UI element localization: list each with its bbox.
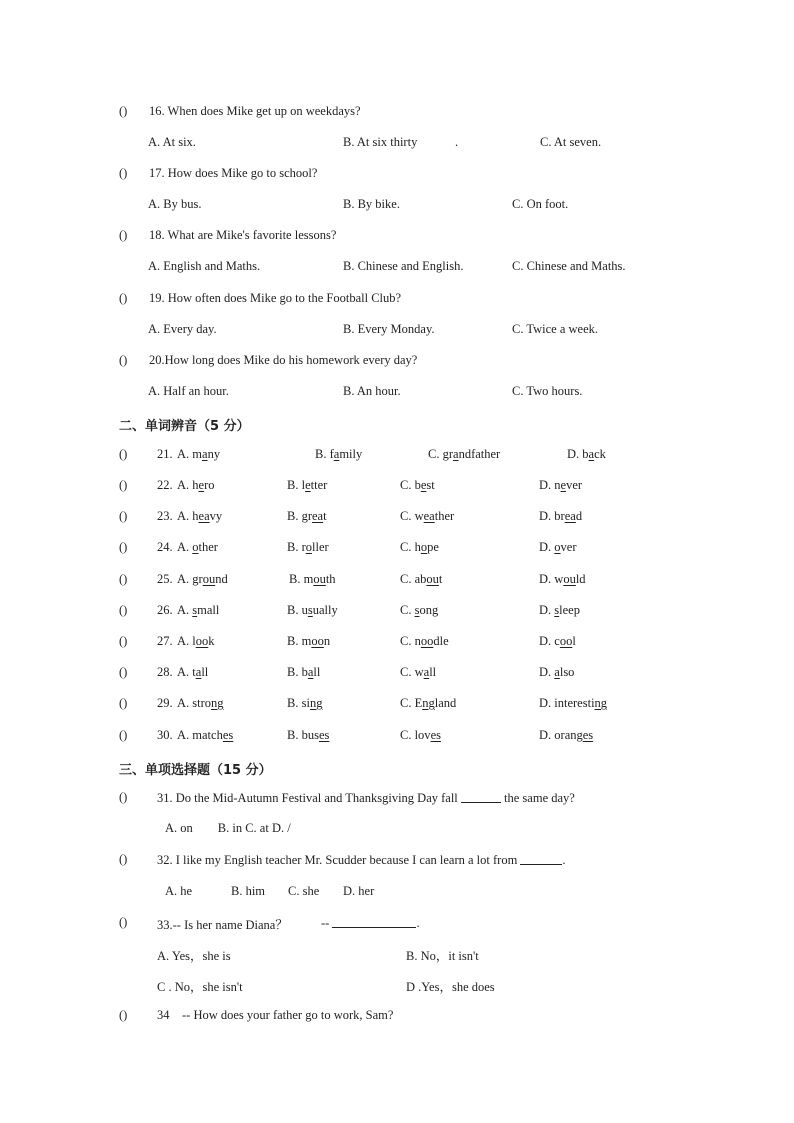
question-stem-31 <box>157 790 575 806</box>
word-prefix: D. br <box>539 509 565 523</box>
underlined-letters: ea <box>423 509 435 523</box>
underlined-letters: a <box>588 447 595 461</box>
word-prefix: B. bus <box>287 728 319 742</box>
word-option-d <box>539 603 580 618</box>
paren-right: ) <box>123 790 128 804</box>
options-31: A. on B. in C. at D. / <box>165 821 291 835</box>
word-suffix: ld <box>575 572 586 586</box>
underlined-letters: ea <box>564 509 576 523</box>
option-a: A. By bus. <box>148 197 202 211</box>
word-option-d <box>539 665 574 680</box>
word-prefix: A. l <box>177 634 196 648</box>
stray-period: . <box>455 135 459 149</box>
option-b: B. An hour. <box>343 384 401 398</box>
answer-blank <box>520 852 562 865</box>
word-option-a <box>177 509 222 524</box>
word-suffix: nd <box>215 572 228 586</box>
word-option-d <box>539 509 582 524</box>
underlined-letters: ea <box>312 509 324 523</box>
option-b: B. Chinese and English. <box>343 259 464 273</box>
paren-right: ) <box>123 634 128 648</box>
word-prefix: B. si <box>287 696 310 710</box>
word-suffix: t <box>323 509 327 523</box>
word-prefix: B. f <box>315 447 334 461</box>
question-stem: 20.How long does Mike do his homework every day? <box>149 353 418 367</box>
underlined-letters: s <box>192 603 198 617</box>
word-suffix: ller <box>312 540 329 554</box>
word-suffix: ong <box>419 603 439 617</box>
word-option-d <box>539 634 576 649</box>
underlined-letters: a <box>453 447 459 461</box>
word-suffix: d <box>575 509 583 523</box>
paren-left: ( <box>119 447 124 461</box>
option-c: C. Two hours. <box>512 384 583 398</box>
word-prefix: A. m <box>177 447 202 461</box>
underlined-letters: e <box>420 478 427 492</box>
paren-left: ( <box>119 852 124 866</box>
word-option-b <box>287 634 330 649</box>
word-option-d <box>539 696 607 711</box>
question-stem: 17. How does Mike go to school? <box>149 166 318 180</box>
answer-parens-q16[interactable] <box>119 104 127 119</box>
question-number: 30. <box>157 728 173 742</box>
paren-left: ( <box>119 104 124 118</box>
underlined-letters: a <box>333 447 340 461</box>
word-prefix: B. l <box>287 478 306 492</box>
underlined-letters: ng <box>594 696 608 710</box>
word-prefix: C. E <box>400 696 423 710</box>
question-number: 22. <box>157 478 173 492</box>
paren-left: ( <box>119 228 124 242</box>
word-prefix: B. gr <box>287 509 312 523</box>
word-prefix: D. n <box>539 478 561 492</box>
underlined-letters: o <box>192 540 199 554</box>
word-option-a <box>177 603 219 618</box>
word-option-c <box>400 478 435 493</box>
paren-left: ( <box>119 915 124 929</box>
stem-part-a: 31. Do the Mid-Autumn Festival and Thanksgiving Day fall <box>157 791 461 805</box>
answer-parens-q33[interactable] <box>119 915 127 930</box>
word-option-d <box>539 572 586 587</box>
underlined-letters: ng <box>211 696 224 710</box>
question-number: 25. <box>157 572 173 586</box>
word-prefix: B. m <box>289 572 314 586</box>
question-number: 28. <box>157 665 173 679</box>
paren-left: ( <box>119 603 124 617</box>
word-suffix: mily <box>339 447 363 461</box>
word-prefix: A. gr <box>177 572 203 586</box>
word-suffix: land <box>434 696 457 710</box>
word-prefix: A. h <box>177 509 199 523</box>
word-prefix: B. r <box>287 540 306 554</box>
underlined-letters: a <box>423 665 430 679</box>
answer-parens-q32[interactable] <box>119 852 127 867</box>
answer-parens-q28[interactable] <box>119 665 127 680</box>
word-option-c <box>400 509 454 524</box>
option-b: B. Every Monday. <box>343 322 435 336</box>
word-suffix: leep <box>559 603 580 617</box>
underlined-letters: e <box>305 478 311 492</box>
answer-parens-q29[interactable] <box>119 696 127 711</box>
paren-left: ( <box>119 509 124 523</box>
answer-parens-q22[interactable] <box>119 478 127 493</box>
underlined-letters: oo <box>559 634 573 648</box>
question-number: 24. <box>157 540 173 554</box>
paren-right: ) <box>123 166 128 180</box>
option-a: A. English and Maths. <box>148 259 261 273</box>
reply-dash: -- <box>321 916 333 930</box>
paren-right: ) <box>123 104 128 118</box>
underlined-letters: oo <box>311 634 324 648</box>
paren-right: ) <box>123 603 128 617</box>
option-c: C . No，she isn't <box>157 980 243 994</box>
option-c: C. Chinese and Maths. <box>512 259 626 273</box>
question-stem: 18. What are Mike's favorite lessons? <box>149 228 337 242</box>
word-option-b <box>287 696 322 711</box>
word-suffix: ro <box>204 478 215 492</box>
option-a: A. At six. <box>148 135 196 149</box>
word-option-d <box>539 540 577 555</box>
paren-right: ) <box>123 228 128 242</box>
paren-right: ) <box>123 509 128 523</box>
option-a: A. Yes，she is <box>157 949 231 963</box>
underlined-letters: es <box>582 728 594 742</box>
option-c: C. she <box>288 884 320 898</box>
paren-right: ) <box>123 696 128 710</box>
paren-left: ( <box>119 728 124 742</box>
word-option-a <box>177 696 224 711</box>
paren-right: ) <box>123 852 128 866</box>
answer-parens-q31[interactable] <box>119 790 127 805</box>
word-prefix: C. w <box>400 665 424 679</box>
word-prefix: B. b <box>287 665 308 679</box>
word-suffix: st <box>426 478 435 492</box>
answer-parens-q25[interactable] <box>119 572 127 587</box>
answer-blank <box>461 790 501 803</box>
word-option-c <box>400 572 442 587</box>
paren-left: ( <box>119 353 124 367</box>
word-prefix: C. h <box>400 540 421 554</box>
answer-parens-q21[interactable] <box>119 447 127 462</box>
underlined-letters: e <box>198 478 205 492</box>
answer-blank <box>332 915 416 928</box>
word-prefix: D. <box>539 540 555 554</box>
option-b: B. By bike. <box>343 197 400 211</box>
word-prefix: D. orang <box>539 728 583 742</box>
paren-left: ( <box>119 790 124 804</box>
word-suffix: ually <box>312 603 338 617</box>
section-heading-2: 二、单词辨音（5 分） <box>119 419 250 434</box>
underlined-letters: ou <box>563 572 576 586</box>
answer-parens-q34[interactable] <box>119 1008 127 1023</box>
question-number: 26. <box>157 603 173 617</box>
word-prefix: A. h <box>177 478 199 492</box>
word-option-a <box>177 540 218 555</box>
underlined-letters: a <box>202 447 208 461</box>
word-option-a <box>177 447 220 462</box>
word-prefix: A. <box>177 603 193 617</box>
word-option-d <box>539 478 582 493</box>
word-option-d <box>567 447 606 462</box>
word-suffix: pe <box>427 540 439 554</box>
word-option-b <box>287 665 320 680</box>
stem-part-b: . <box>562 853 566 867</box>
word-option-a <box>177 728 233 743</box>
word-suffix: n <box>323 634 331 648</box>
question-stem: 19. How often does Mike go to the Football Club? <box>149 291 402 305</box>
word-suffix: ll <box>429 665 437 679</box>
word-prefix: A. stro <box>177 696 212 710</box>
word-prefix: A. <box>177 540 193 554</box>
option-c: C. On foot. <box>512 197 569 211</box>
word-suffix: ther <box>198 540 218 554</box>
word-option-c <box>400 634 449 649</box>
option-c: C. Twice a week. <box>512 322 599 336</box>
paren-left: ( <box>119 291 124 305</box>
word-prefix: B. m <box>287 634 312 648</box>
answer-parens-q27[interactable] <box>119 634 127 649</box>
option-b: B. him <box>231 884 266 898</box>
paren-left: ( <box>119 696 124 710</box>
word-prefix: C. n <box>400 634 421 648</box>
word-suffix: vy <box>209 509 223 523</box>
question-stem-32 <box>157 852 566 868</box>
word-prefix: A. t <box>177 665 196 679</box>
word-prefix: D. b <box>567 447 589 461</box>
underlined-letters: ou <box>426 572 439 586</box>
paren-right: ) <box>123 915 128 929</box>
word-option-a <box>177 665 208 680</box>
word-suffix: l <box>572 634 576 648</box>
word-prefix: D. w <box>539 572 564 586</box>
underlined-letters: s <box>307 603 313 617</box>
paren-right: ) <box>123 1008 128 1022</box>
word-option-c <box>400 540 439 555</box>
option-d: D .Yes，she does <box>406 980 495 994</box>
paren-right: ) <box>123 291 128 305</box>
stem-part-a: 32. I like my English teacher Mr. Scudder because I can learn a lot from <box>157 853 521 867</box>
underlined-letters: o <box>420 540 428 554</box>
option-a: A. he <box>165 884 193 898</box>
paren-left: ( <box>119 478 124 492</box>
word-option-b <box>289 572 336 587</box>
word-suffix: th <box>325 572 336 586</box>
paren-right: ) <box>123 728 128 742</box>
word-option-c <box>400 696 456 711</box>
word-suffix: mall <box>197 603 220 617</box>
underlined-letters: a <box>554 665 560 679</box>
paren-left: ( <box>119 166 124 180</box>
reply-line-33 <box>321 915 420 931</box>
answer-parens-q19[interactable] <box>119 291 127 306</box>
underlined-letters: a <box>307 665 314 679</box>
option-a: A. Half an hour. <box>148 384 229 398</box>
underlined-letters: ng <box>309 696 323 710</box>
answer-parens-q26[interactable] <box>119 603 127 618</box>
section-heading-3: 三、单项选择题（15 分） <box>119 763 272 778</box>
paren-right: ) <box>123 353 128 367</box>
answer-parens-q23[interactable] <box>119 509 127 524</box>
word-prefix: C. lov <box>400 728 431 742</box>
paren-left: ( <box>119 572 124 586</box>
answer-parens-q30[interactable] <box>119 728 127 743</box>
underlined-letters: e <box>560 478 567 492</box>
word-suffix: ver <box>566 478 583 492</box>
paren-left: ( <box>119 540 124 554</box>
answer-parens-q20[interactable] <box>119 353 127 368</box>
paren-right: ) <box>123 572 128 586</box>
option-a: A. Every day. <box>148 322 217 336</box>
word-prefix: C. <box>400 603 415 617</box>
paren-right: ) <box>123 665 128 679</box>
question-stem: 16. When does Mike get up on weekdays? <box>149 104 361 118</box>
word-prefix: C. ab <box>400 572 427 586</box>
answer-parens-q18[interactable] <box>119 228 127 243</box>
word-suffix: lso <box>559 665 575 679</box>
question-number: 23. <box>157 509 173 523</box>
word-option-c <box>400 603 438 618</box>
paren-right: ) <box>123 540 128 554</box>
word-option-d <box>539 728 593 743</box>
word-prefix: D. interesti <box>539 696 595 710</box>
underlined-letters: oo <box>420 634 434 648</box>
word-suffix: t <box>438 572 443 586</box>
word-option-a <box>177 572 228 587</box>
word-suffix: ndfather <box>458 447 501 461</box>
word-option-b <box>287 540 329 555</box>
question-stem-33: 33.-- Is her name Diana？ <box>157 918 288 932</box>
word-suffix: ck <box>594 447 606 461</box>
option-d: D. her <box>343 884 375 898</box>
word-prefix: A. match <box>177 728 223 742</box>
underlined-letters: o <box>554 540 561 554</box>
underlined-letters: es <box>430 728 441 742</box>
word-option-c <box>400 665 436 680</box>
word-option-c <box>428 447 500 462</box>
word-suffix: ther <box>434 509 455 523</box>
word-option-a <box>177 478 215 493</box>
word-prefix: B. u <box>287 603 308 617</box>
word-suffix: ll <box>201 665 209 679</box>
underlined-letters: es <box>222 728 234 742</box>
word-prefix: C. b <box>400 478 421 492</box>
underlined-letters: ng <box>422 696 435 710</box>
word-option-a <box>177 634 215 649</box>
underlined-letters: ea <box>198 509 210 523</box>
word-suffix: dle <box>433 634 449 648</box>
word-option-b <box>287 478 327 493</box>
word-option-c <box>400 728 441 743</box>
question-number: 29. <box>157 696 173 710</box>
word-option-b <box>287 509 327 524</box>
option-c: C. At seven. <box>540 135 602 149</box>
word-prefix: C. gr <box>428 447 453 461</box>
word-prefix: D. <box>539 665 555 679</box>
question-number: 27. <box>157 634 173 648</box>
stem-part-b: the same day? <box>500 791 575 805</box>
underlined-letters: ou <box>313 572 326 586</box>
word-suffix: ny <box>207 447 221 461</box>
word-prefix: C. w <box>400 509 424 523</box>
word-prefix: D. <box>539 603 555 617</box>
paren-right: ) <box>123 478 128 492</box>
underlined-letters: s <box>414 603 420 617</box>
word-suffix: tter <box>310 478 328 492</box>
underlined-letters: es <box>318 728 330 742</box>
underlined-letters: o <box>305 540 312 554</box>
question-number: 21. <box>157 447 173 461</box>
option-b: B. No，it isn't <box>406 949 479 963</box>
paren-left: ( <box>119 634 124 648</box>
underlined-letters: s <box>554 603 560 617</box>
underlined-letters: a <box>195 665 202 679</box>
word-prefix: D. c <box>539 634 560 648</box>
paren-left: ( <box>119 665 124 679</box>
word-option-b <box>287 728 329 743</box>
word-option-b <box>315 447 362 462</box>
answer-parens-q17[interactable] <box>119 166 127 181</box>
word-suffix: ver <box>560 540 577 554</box>
paren-left: ( <box>119 1008 124 1022</box>
question-stem-34: 34 -- How does your father go to work, Sam? <box>157 1008 394 1022</box>
reply-end: . <box>416 916 420 930</box>
word-option-b <box>287 603 338 618</box>
option-b: B. At six thirty <box>343 135 418 149</box>
underlined-letters: ou <box>202 572 216 586</box>
underlined-letters: oo <box>195 634 209 648</box>
word-suffix: ll <box>313 665 321 679</box>
word-suffix: k <box>208 634 215 648</box>
answer-parens-q24[interactable] <box>119 540 127 555</box>
paren-right: ) <box>123 447 128 461</box>
